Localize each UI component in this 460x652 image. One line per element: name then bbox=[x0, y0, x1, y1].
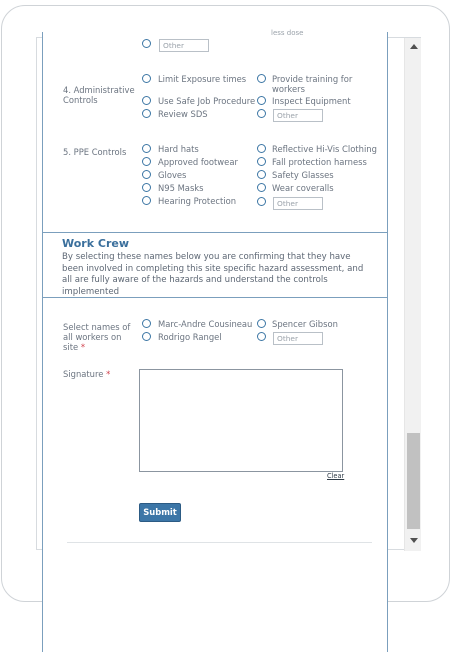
scroll-area[interactable] bbox=[37, 29, 404, 551]
radio-other-prev[interactable] bbox=[142, 39, 151, 48]
option-label: Safety Glasses bbox=[272, 170, 334, 180]
radio-n95-masks[interactable] bbox=[142, 183, 151, 192]
radio-spencer-gibson[interactable] bbox=[257, 319, 266, 328]
section-divider bbox=[43, 297, 387, 298]
option-label: Fall protection harness bbox=[272, 157, 367, 167]
option-label: Approved footwear bbox=[158, 157, 238, 167]
scroll-thumb[interactable] bbox=[407, 433, 420, 529]
radio-inspect-equipment[interactable] bbox=[257, 96, 266, 105]
vertical-scrollbar[interactable] bbox=[404, 38, 421, 551]
clear-signature-link[interactable]: Clear bbox=[327, 472, 345, 480]
required-mark: * bbox=[106, 369, 111, 379]
option-label: Hearing Protection bbox=[158, 196, 237, 206]
signature-pad[interactable] bbox=[139, 369, 343, 472]
admin-other-input[interactable]: Other bbox=[273, 109, 323, 122]
radio-limit-exposure[interactable] bbox=[142, 74, 151, 83]
required-mark: * bbox=[80, 342, 85, 352]
radio-use-safe-job[interactable] bbox=[142, 96, 151, 105]
option-label: Provide training for workers bbox=[272, 74, 353, 94]
radio-rodrigo-rangel[interactable] bbox=[142, 332, 151, 341]
radio-fall-protection[interactable] bbox=[257, 157, 266, 166]
option-label: Reflective Hi-Vis Clothing bbox=[272, 144, 377, 154]
option-label: Limit Exposure times bbox=[158, 74, 247, 84]
cut-off-label: less dose bbox=[271, 29, 304, 37]
option-label: N95 Masks bbox=[158, 183, 204, 193]
radio-workers-other[interactable] bbox=[257, 332, 266, 341]
signature-label bbox=[63, 369, 110, 379]
work-crew-description: By selecting these names below you are confirming that they have been involved in completing this site specific hazard assessment, and all are fully aware of the hazards and understand the controls implemented bbox=[62, 252, 364, 297]
option-label: Marc-Andre Cousineau bbox=[158, 319, 253, 329]
workers-label bbox=[63, 322, 137, 352]
radio-hearing-protection[interactable] bbox=[142, 196, 151, 205]
workers-other-input[interactable]: Other bbox=[273, 332, 323, 345]
ppe-other-input[interactable]: Other bbox=[273, 197, 323, 210]
radio-review-sds[interactable] bbox=[142, 109, 151, 118]
radio-marc-andre[interactable] bbox=[142, 319, 151, 328]
radio-approved-footwear[interactable] bbox=[142, 157, 151, 166]
option-label: Review SDS bbox=[158, 109, 208, 119]
radio-ppe-other[interactable] bbox=[257, 197, 266, 206]
admin-controls-label: 4. Administrative Controls bbox=[63, 85, 135, 105]
scroll-down-icon[interactable] bbox=[405, 535, 422, 548]
option-label: Use Safe Job Procedure bbox=[158, 96, 256, 106]
option-label: Gloves bbox=[158, 170, 187, 180]
section-divider bbox=[43, 232, 387, 233]
option-label: Inspect Equipment bbox=[272, 96, 351, 106]
option-label: Rodrigo Rangel bbox=[158, 332, 222, 342]
radio-admin-other[interactable] bbox=[257, 109, 266, 118]
ppe-controls-label: 5. PPE Controls bbox=[63, 147, 127, 157]
option-label: Spencer Gibson bbox=[272, 319, 338, 329]
radio-gloves[interactable] bbox=[142, 170, 151, 179]
signature-label-text: Signature bbox=[63, 369, 104, 379]
option-label: Wear coveralls bbox=[272, 183, 334, 193]
radio-hard-hats[interactable] bbox=[142, 144, 151, 153]
work-crew-title: Work Crew bbox=[62, 237, 129, 250]
form-card bbox=[42, 29, 388, 652]
option-label: Hard hats bbox=[158, 144, 199, 154]
submit-button[interactable]: Submit bbox=[139, 503, 181, 522]
other-input-prev[interactable]: Other bbox=[159, 39, 209, 52]
scroll-up-icon[interactable] bbox=[405, 41, 422, 54]
radio-provide-training[interactable] bbox=[257, 74, 266, 83]
radio-hi-vis-clothing[interactable] bbox=[257, 144, 266, 153]
radio-safety-glasses[interactable] bbox=[257, 170, 266, 179]
bottom-divider bbox=[67, 542, 372, 543]
workers-label-text: Select names of all workers on site bbox=[63, 322, 131, 352]
radio-wear-coveralls[interactable] bbox=[257, 183, 266, 192]
form-viewport bbox=[36, 29, 421, 550]
